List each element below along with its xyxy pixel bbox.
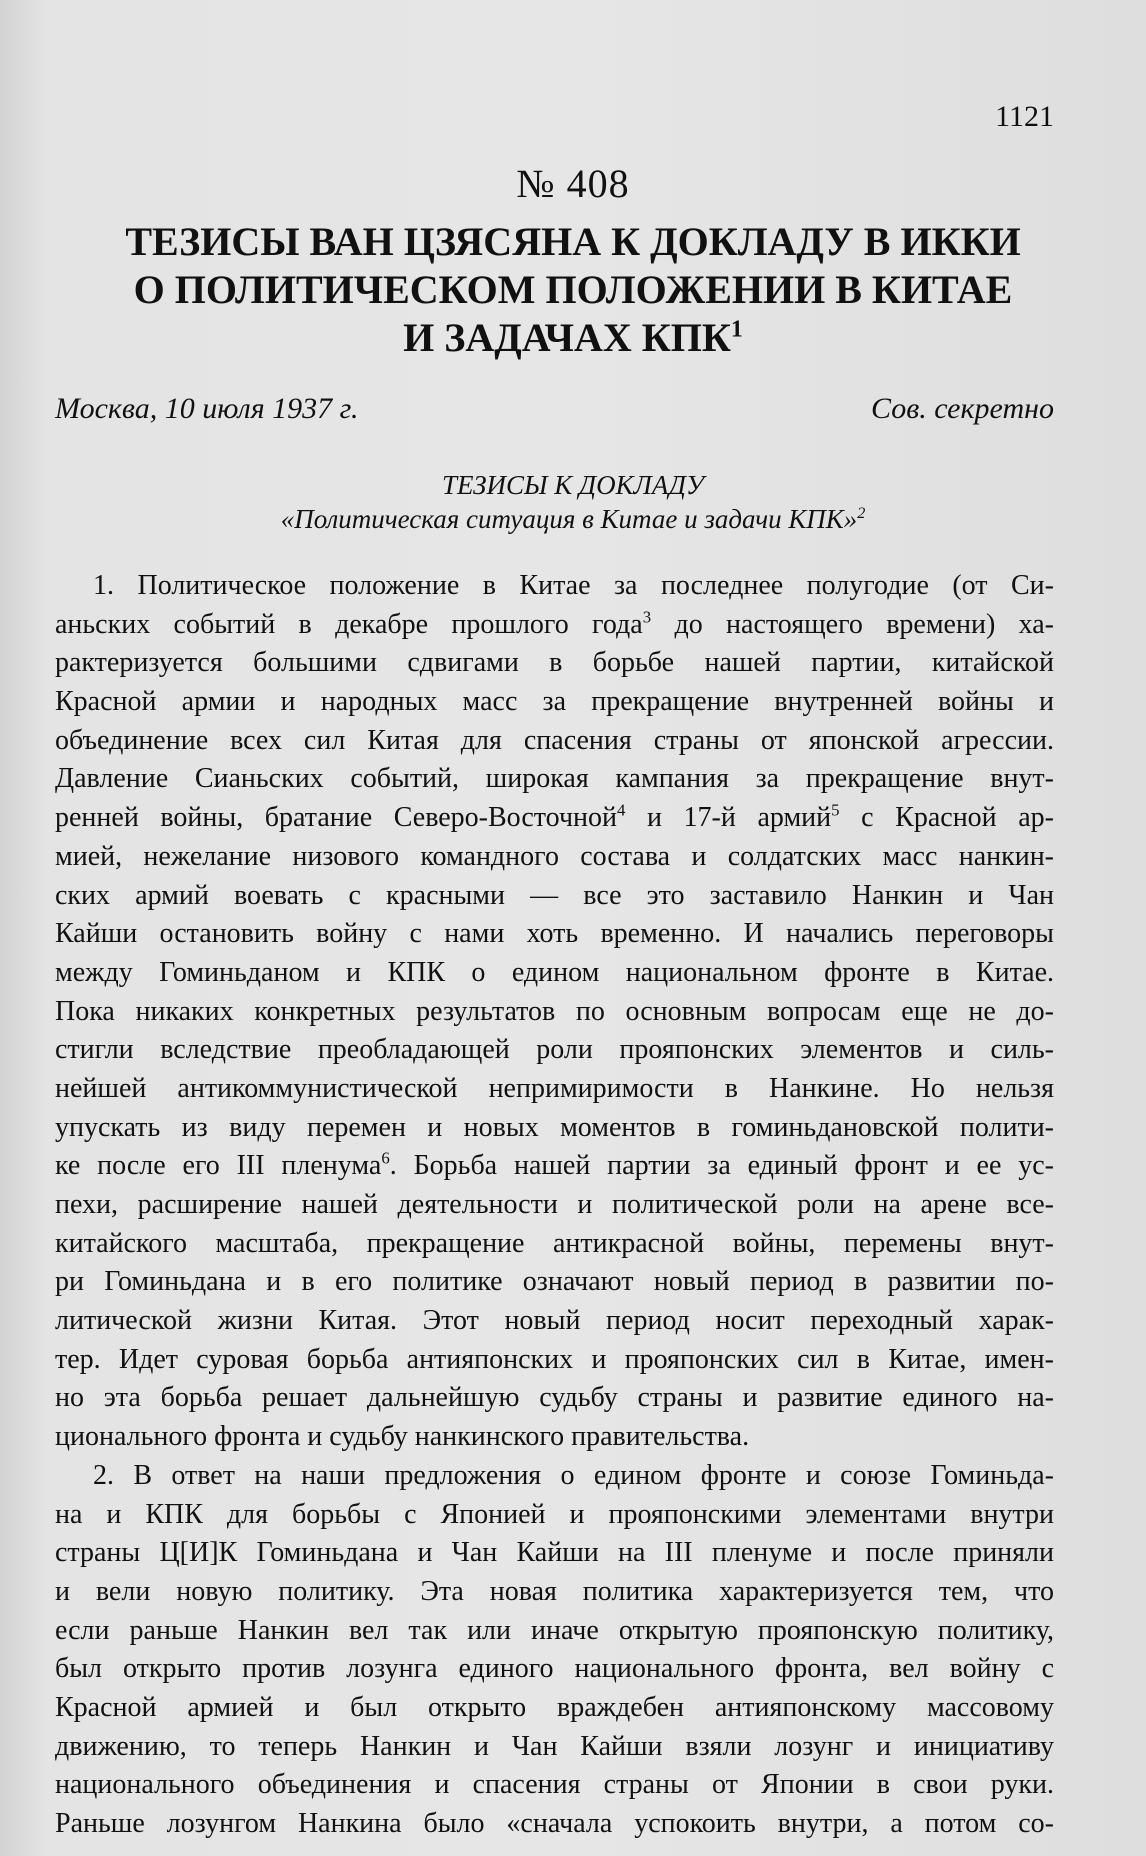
classification-label: Сов. секретно (871, 392, 1054, 425)
footnote-ref: 1 (730, 316, 743, 343)
text-line (55, 1225, 1054, 1264)
text-line (55, 915, 1054, 954)
text-span: пехи, расширение нашей деятельности и политической роли на арене все- (55, 1189, 1054, 1220)
page-number: 1121 (995, 100, 1054, 133)
text-line (55, 1031, 1054, 1070)
text-span: и 17-й армий (625, 802, 832, 834)
text-span: до настоящего времени) ха- (651, 608, 1055, 640)
text-line (55, 1612, 1054, 1651)
text-span: между Гоминьданом и КПК о едином национальном фронте в Китае. (55, 956, 1054, 988)
document-meta (55, 392, 1054, 426)
text-line (55, 1418, 1054, 1457)
text-line (55, 838, 1054, 877)
text-line (55, 993, 1054, 1032)
text-span: Красной армией и был открыто враждебен антияпонскому массовому (55, 1691, 1054, 1723)
text-span: тер. Идет суровая борьба антияпонских и прояпонских сил в Китае, имен- (55, 1343, 1054, 1375)
text-line (55, 1496, 1054, 1535)
text-span: Раньше лозунгом Нанкина было «сначала успокоить внутри, а потом со- (55, 1808, 1054, 1839)
text-line (55, 1263, 1054, 1302)
text-span: мией, нежелание низового командного состава и солдатских масс нанкин- (55, 840, 1054, 872)
text-span: движению, то теперь Нанкин и Чан Кайши взяли лозунг и инициативу (55, 1730, 1054, 1762)
paragraph (55, 567, 1054, 1457)
subheading-line-1: ТЕЗИСЫ К ДОКЛАДУ (441, 470, 705, 500)
footnote-ref: 2 (857, 504, 866, 522)
text-span: Красной армии и народных масс за прекращение внутренней войны и (55, 686, 1054, 718)
text-span: но эта борьба решает дальнейшую судьбу страны и развитие единого на- (55, 1382, 1054, 1414)
text-line (55, 1689, 1054, 1728)
text-line (55, 799, 1054, 838)
text-line (55, 1186, 1054, 1225)
text-span: нейшей антикоммунистической непримиримости в Нанкине. Но нельзя (55, 1072, 1054, 1104)
text-span: ренней войны, братание Северо-Восточной (55, 802, 617, 834)
text-line (55, 683, 1054, 722)
text-line (55, 1805, 1054, 1844)
title-line-1: ТЕЗИСЫ ВАН ЦЗЯСЯНА К ДОКЛАДУ В ИККИ (125, 219, 1021, 264)
text-line (55, 1147, 1054, 1186)
text-span: на и КПК для борьбы с Японией и прояпонскими элементами внутри (55, 1498, 1054, 1530)
footnote-ref: 6 (381, 1148, 390, 1168)
text-span: объединение всех сил Китая для спасения страны от японской агрессии. (55, 724, 1054, 756)
text-span: с Красной ар- (839, 802, 1055, 834)
text-span: ских армий воевать с красными — все это заставило Нанкин и Чан (55, 879, 1054, 911)
text-span: если раньше Нанкин вел так или иначе открытую прояпонскую политику, (55, 1614, 1054, 1646)
footnote-ref: 3 (642, 607, 652, 627)
text-line (55, 1534, 1054, 1573)
document-number: № 408 (516, 161, 630, 206)
text-span: и вели новую политику. Эта новая политика характеризуется тем, что (55, 1575, 1054, 1607)
subheading-line-2-text: «Политическая ситуация в Китае и задачи КПК» (280, 504, 858, 534)
text-span: рактеризуется большими сдвигами в борьбе нашей партии, китайской (55, 647, 1054, 679)
text-line (55, 1457, 1054, 1496)
text-span: стигли вследствие преобладающей роли прояпонских элементов и силь- (55, 1034, 1054, 1066)
text-span: литической жизни Китая. Этот новый период носит переходный харак- (55, 1305, 1054, 1337)
text-span: упускать из виду перемен и новых моментов в гоминьдановской полити- (55, 1111, 1054, 1143)
text-span: Давление Сианьских событий, широкая кампания за прекращение внут- (55, 763, 1054, 795)
text-span: 2. В ответ на наши предложения о едином фронте и союзе Гоминьда- (93, 1459, 1054, 1491)
text-line (55, 877, 1054, 916)
text-span: Кайши остановить войну с нами хоть временно. И начались переговоры (55, 918, 1054, 950)
text-line (55, 1109, 1054, 1148)
text-line (55, 644, 1054, 683)
report-subheading (0, 468, 1146, 536)
text-span: страны Ц[И]К Гоминьдана и Чан Кайши на III пленуме и после приняли (55, 1537, 1054, 1569)
place-date: Москва, 10 июля 1937 г. (55, 392, 359, 425)
text-span: был открыто против лозунга единого национального фронта, вел войну с (55, 1653, 1054, 1685)
text-line (55, 722, 1054, 761)
text-line (55, 1070, 1054, 1109)
text-line (55, 1379, 1054, 1418)
text-line (55, 1728, 1054, 1767)
text-line (55, 1341, 1054, 1380)
title-line-3-text: И ЗАДАЧАХ КПК (403, 315, 731, 360)
text-line (55, 954, 1054, 993)
title-line-2: О ПОЛИТИЧЕСКОМ ПОЛОЖЕНИИ В КИТАЕ (133, 267, 1013, 312)
title-line-3 (60, 314, 1086, 362)
text-line (55, 606, 1054, 645)
document-title (60, 218, 1086, 362)
footnote-ref: 5 (831, 800, 840, 820)
text-span: ри Гоминьдана и в его политике означают новый период в развитии по- (55, 1266, 1054, 1298)
footnote-ref: 4 (617, 800, 626, 820)
text-line (55, 1573, 1054, 1612)
text-line (55, 760, 1054, 799)
text-span: ционального фронта и судьбу нанкинского правительства. (55, 1421, 750, 1453)
text-span: аньских событий в декабре прошлого года (55, 608, 643, 640)
subheading-line-2 (0, 502, 1146, 536)
document-body (55, 567, 1054, 1844)
text-line (55, 1766, 1054, 1805)
text-line (55, 1302, 1054, 1341)
text-span: национального объединения и спасения страны от Японии в свои руки. (55, 1769, 1054, 1801)
text-span: 1. Политическое положение в Китае за последнее полугодие (от Си- (93, 570, 1054, 601)
text-span: Пока никаких конкретных результатов по основным вопросам еще не до- (55, 995, 1054, 1027)
text-span: . Борьба нашей партии за единый фронт и ее ус- (389, 1150, 1054, 1182)
text-line (55, 1650, 1054, 1689)
text-span: китайского масштаба, прекращение антикрасной войны, перемены внут- (55, 1227, 1054, 1259)
paragraph (55, 1457, 1054, 1844)
text-span: ке после его III пленума (55, 1150, 382, 1182)
text-line (55, 567, 1054, 606)
